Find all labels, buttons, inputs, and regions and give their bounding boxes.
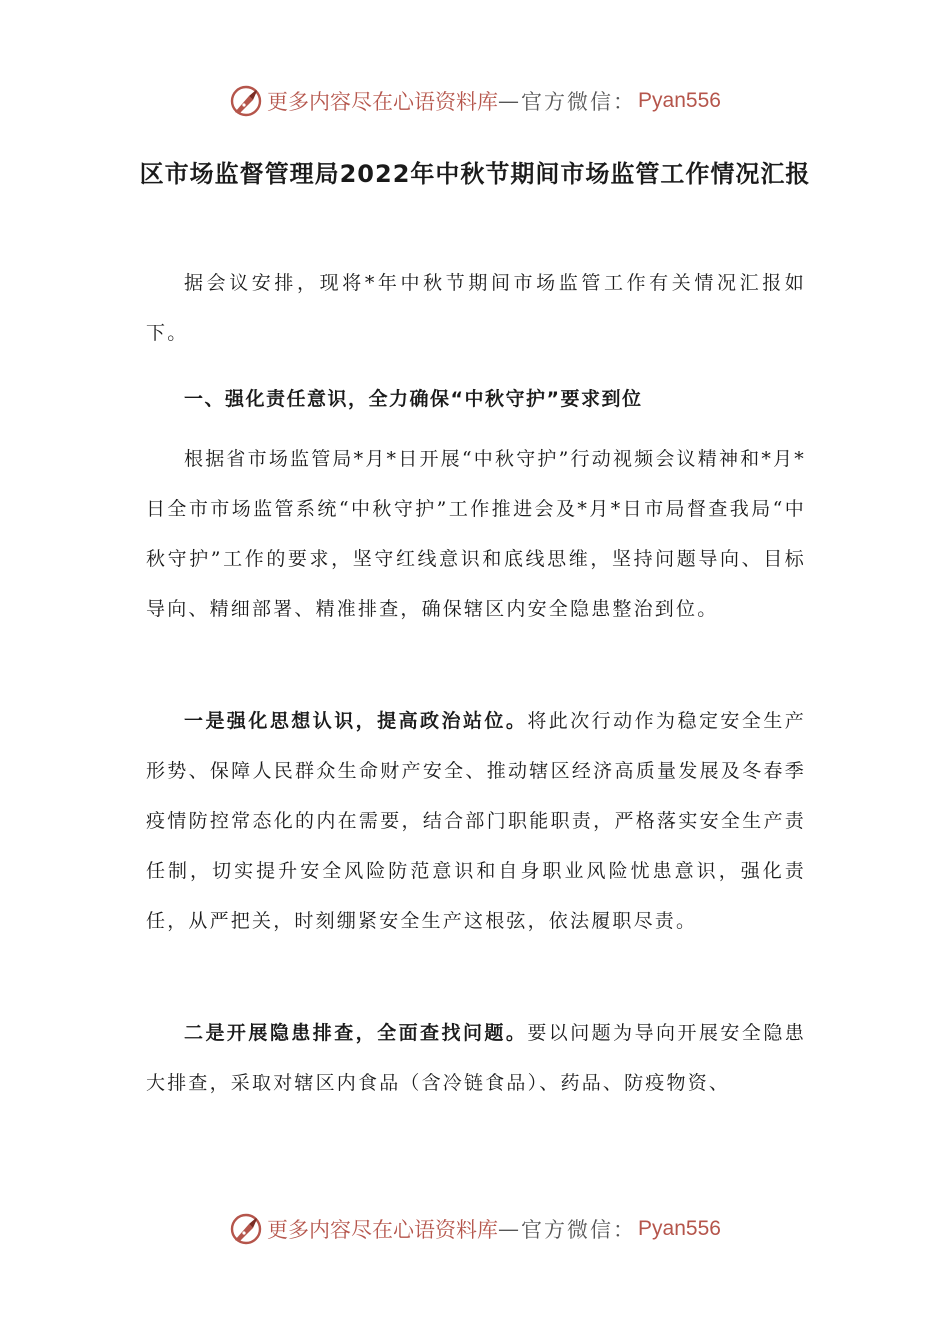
footer-wechat-label: 官方微信： [521, 1218, 637, 1242]
pen-nib-logo-icon [229, 1212, 263, 1246]
point2-paragraph [146, 1008, 806, 1108]
point2-lead: 二是开展隐患排查，全面查找问题。 [184, 1022, 528, 1044]
point1-text: 将此次行动作为稳定安全生产形势、保障人民群众生命财产安全、推动辖区经济高质量发展及冬春季疫情防控常态化的内在需要，结合部门职能职责，严格落实安全生产责任制，切实提升安全风险防范意识和自身职业风险忧患意识，强化责任，从严把关，时刻绷紧安全生产这根弦，依法履职尽责。 [146, 710, 806, 932]
section1-paragraph: 根据省市场监管局*月*日开展“中秋守护”行动视频会议精神和*月*日全市市场监管系统“中秋守护”工作推进会及*月*日市局督查我局“中秋守护”工作的要求，坚守红线意识和底线思维，坚持问题导向、目标导向、精细部署、精准排查，确保辖区内安全隐患整治到位。 [146, 448, 806, 620]
footer-wechat-id: Pyan556 [638, 1217, 721, 1240]
footer-main-text: 更多内容尽在心语资料库 [267, 1218, 499, 1242]
banner-wechat-label: 官方微信： [521, 90, 637, 114]
header-banner [0, 84, 950, 118]
banner-wechat-id: Pyan556 [638, 89, 721, 112]
document-title: 区市场监督管理局2022年中秋节期间市场监管工作情况汇报 [139, 160, 811, 188]
footer-dash: — [498, 1217, 522, 1241]
point1-paragraph [146, 696, 806, 946]
section1-heading: 一、强化责任意识，全力确保“中秋守护”要求到位 [184, 388, 643, 410]
banner-dash: — [498, 89, 522, 113]
point2-text: 要以问题为导向开展安全隐患大排查，采取对辖区内食品（含冷链食品）、药品、防疫物资、 [146, 1022, 806, 1094]
point1-lead: 一是强化思想认识，提高政治站位。 [184, 710, 528, 732]
banner-main-text: 更多内容尽在心语资料库 [267, 90, 499, 114]
pen-nib-logo-icon [229, 84, 263, 118]
footer-banner [0, 1212, 950, 1246]
intro-paragraph: 据会议安排，现将*年中秋节期间市场监管工作有关情况汇报如下。 [146, 272, 806, 344]
